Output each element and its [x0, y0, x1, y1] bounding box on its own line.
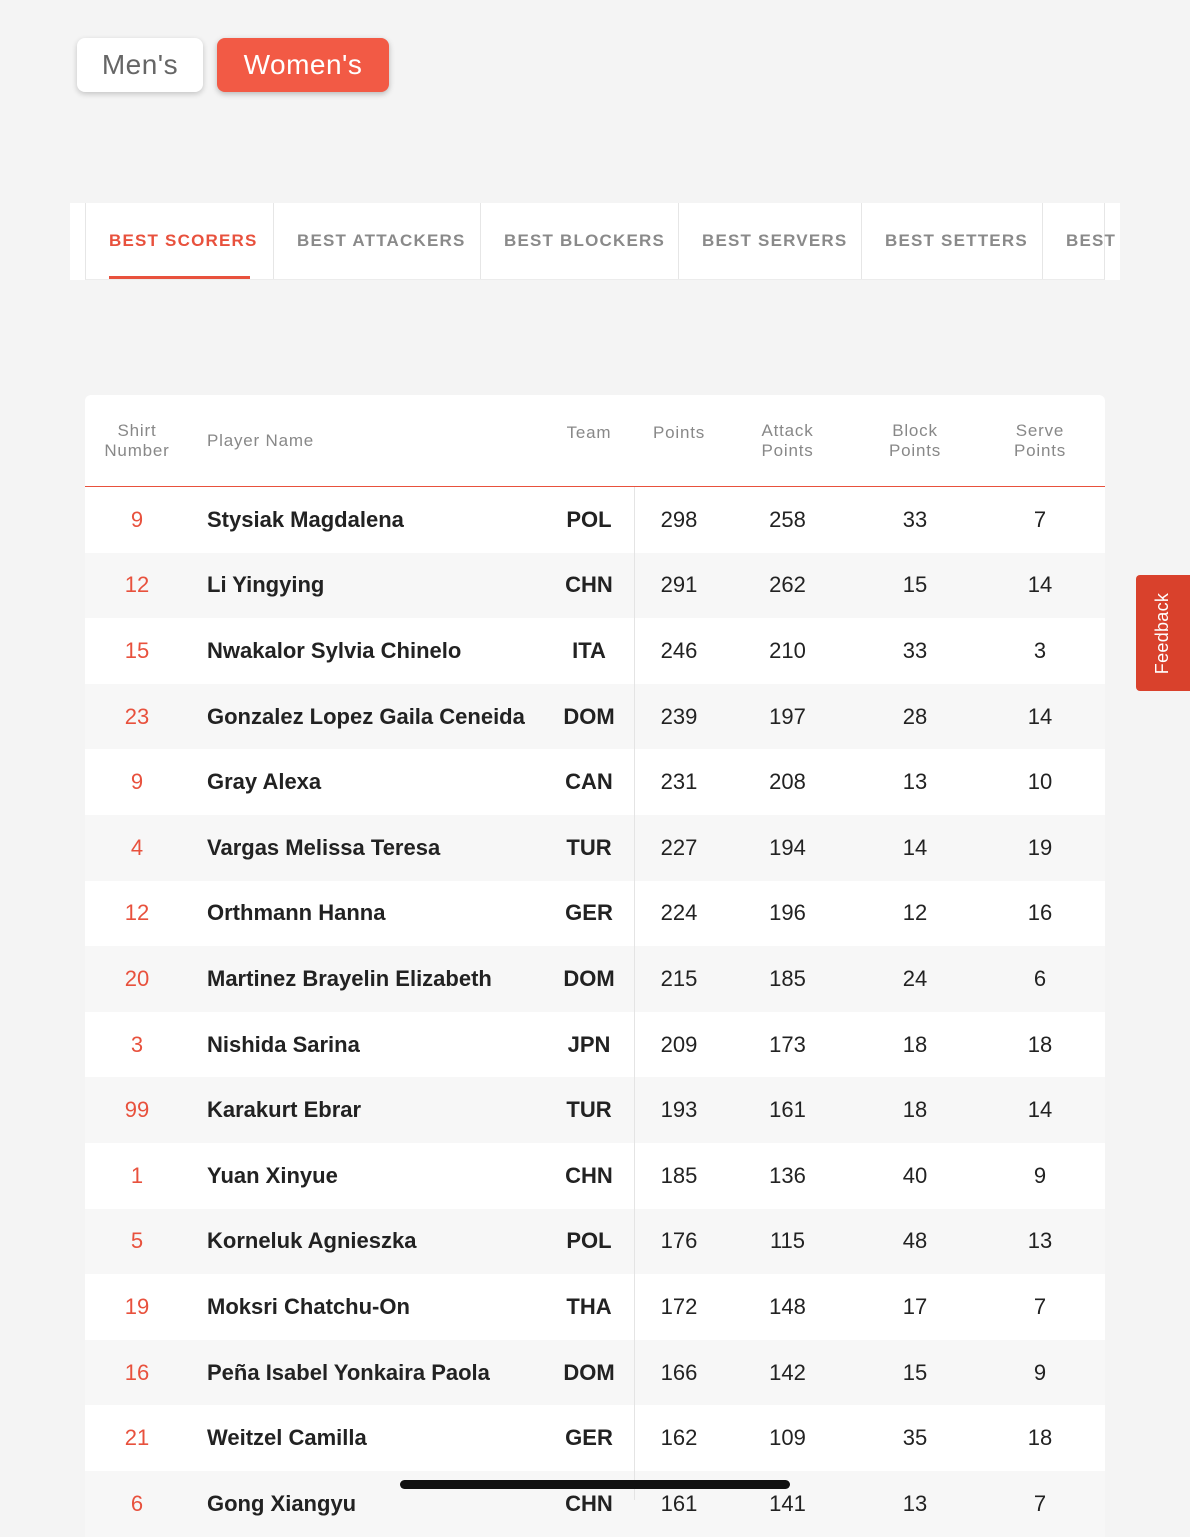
points-cell: 166 — [660, 1359, 698, 1385]
serve-points-cell: 7 — [1033, 1293, 1047, 1319]
attack-points-cell: 185 — [769, 965, 806, 991]
attack-points-cell: 210 — [769, 637, 806, 663]
points-cell: 162 — [660, 1425, 698, 1451]
player-name-cell: Karakurt Ebrar — [207, 1097, 362, 1123]
attack-points-cell: 161 — [769, 1097, 806, 1123]
tab-best-more[interactable]: BEST — [1066, 231, 1117, 250]
team-cell: TUR — [566, 834, 612, 860]
block-points-cell: 33 — [902, 637, 928, 663]
attack-points-cell: 148 — [769, 1293, 806, 1319]
attack-points-cell: 262 — [769, 572, 806, 598]
serve-points-cell: 18 — [1027, 1031, 1053, 1057]
serve-points-cell: 14 — [1027, 703, 1053, 729]
scorers-table — [85, 395, 1105, 1516]
stats-tabs — [85, 203, 1117, 280]
points-cell: 176 — [660, 1228, 698, 1254]
womens-button[interactable]: Women's — [217, 38, 389, 92]
table-row[interactable] — [85, 1340, 1105, 1406]
shirt-number-cell: 16 — [124, 1359, 150, 1385]
points-cell: 239 — [660, 703, 698, 729]
serve-points-cell: 14 — [1027, 572, 1053, 598]
serve-points-cell: 19 — [1027, 834, 1053, 860]
points-cell: 193 — [660, 1097, 698, 1123]
points-cell: 224 — [660, 900, 698, 926]
player-name-cell: Gonzalez Lopez Gaila Ceneida — [207, 703, 525, 729]
header-points[interactable]: Points — [652, 423, 706, 442]
block-points-cell: 35 — [902, 1425, 928, 1451]
table-row[interactable] — [85, 1209, 1105, 1275]
team-cell: POL — [566, 506, 612, 532]
player-name-cell: Weitzel Camilla — [207, 1425, 367, 1451]
player-name-cell: Vargas Melissa Teresa — [207, 834, 441, 860]
serve-points-cell: 9 — [1033, 1359, 1047, 1385]
serve-points-cell: 13 — [1027, 1228, 1053, 1254]
table-header — [85, 395, 1105, 487]
header-player-name[interactable]: Player Name — [207, 431, 315, 450]
serve-points-cell: 6 — [1033, 965, 1047, 991]
block-points-cell: 14 — [902, 834, 928, 860]
player-name-cell: Gong Xiangyu — [207, 1490, 357, 1516]
team-cell: TUR — [566, 1097, 612, 1123]
team-cell: DOM — [563, 1359, 615, 1385]
table-row[interactable] — [85, 1143, 1105, 1209]
player-name-cell: Moksri Chatchu-On — [207, 1293, 410, 1319]
header-team[interactable]: Team — [566, 423, 612, 442]
attack-points-cell: 194 — [769, 834, 806, 860]
shirt-number-cell: 9 — [130, 506, 144, 532]
points-cell: 209 — [660, 1031, 698, 1057]
block-points-cell: 15 — [902, 572, 928, 598]
attack-points-cell: 109 — [769, 1425, 806, 1451]
block-points-cell: 40 — [902, 1162, 928, 1188]
attack-points-cell: 115 — [769, 1228, 806, 1254]
team-cell: CAN — [565, 769, 613, 795]
player-name-cell: Martinez Brayelin Elizabeth — [207, 965, 492, 991]
table-row[interactable] — [85, 487, 1105, 553]
header-block-points[interactable]: Block Points — [888, 421, 942, 460]
gender-toggle — [77, 38, 389, 92]
serve-points-cell: 18 — [1027, 1425, 1053, 1451]
attack-points-cell: 136 — [769, 1162, 806, 1188]
team-cell: ITA — [572, 637, 606, 663]
block-points-cell: 13 — [902, 1490, 928, 1516]
tab-best-setters[interactable]: BEST SETTERS — [862, 203, 1043, 279]
mens-button[interactable]: Men's — [77, 38, 203, 92]
team-cell: DOM — [563, 965, 615, 991]
player-name-cell: Nishida Sarina — [207, 1031, 360, 1057]
shirt-number-cell: 19 — [124, 1293, 150, 1319]
block-points-cell: 48 — [902, 1228, 928, 1254]
attack-points-cell: 142 — [769, 1359, 806, 1385]
tab-best-attackers[interactable]: BEST ATTACKERS — [274, 203, 481, 279]
shirt-number-cell: 3 — [130, 1031, 144, 1057]
block-points-cell: 33 — [902, 506, 928, 532]
home-indicator — [400, 1480, 790, 1489]
points-cell: 231 — [660, 769, 698, 795]
team-cell: DOM — [563, 703, 615, 729]
points-cell: 185 — [660, 1162, 698, 1188]
points-cell: 227 — [660, 834, 698, 860]
stats-tabs-bar — [70, 203, 1120, 280]
shirt-number-cell: 23 — [124, 703, 150, 729]
table-row[interactable] — [85, 618, 1105, 684]
team-cell: CHN — [565, 572, 613, 598]
shirt-number-cell: 21 — [124, 1425, 150, 1451]
feedback-label: Feedback — [1152, 592, 1173, 674]
team-cell: THA — [566, 1293, 612, 1319]
points-cell: 172 — [660, 1293, 698, 1319]
team-cell: GER — [565, 900, 613, 926]
block-points-cell: 17 — [902, 1293, 928, 1319]
table-row[interactable] — [85, 553, 1105, 619]
serve-points-cell: 10 — [1027, 769, 1053, 795]
block-points-cell: 24 — [902, 965, 928, 991]
tab-best-scorers[interactable]: BEST SCORERS — [86, 203, 274, 279]
table-row[interactable] — [85, 815, 1105, 881]
table-row[interactable] — [85, 946, 1105, 1012]
player-name-cell: Gray Alexa — [207, 769, 322, 795]
shirt-number-cell: 12 — [124, 900, 150, 926]
serve-points-cell: 16 — [1027, 900, 1053, 926]
points-cell: 215 — [660, 965, 698, 991]
table-row[interactable] — [85, 1405, 1105, 1471]
team-cell: POL — [566, 1228, 612, 1254]
table-row[interactable] — [85, 1012, 1105, 1078]
serve-points-cell: 14 — [1027, 1097, 1053, 1123]
attack-points-cell: 196 — [769, 900, 806, 926]
table-row[interactable] — [85, 749, 1105, 815]
shirt-number-cell: 15 — [124, 637, 150, 663]
block-points-cell: 12 — [902, 900, 928, 926]
serve-points-cell: 7 — [1033, 1490, 1047, 1516]
serve-points-cell: 9 — [1033, 1162, 1047, 1188]
points-cell: 298 — [660, 506, 698, 532]
team-cell: JPN — [567, 1031, 611, 1057]
block-points-cell: 13 — [902, 769, 928, 795]
points-cell: 291 — [660, 572, 698, 598]
table-row[interactable] — [85, 1077, 1105, 1143]
shirt-number-cell: 6 — [130, 1490, 144, 1516]
shirt-number-cell: 5 — [130, 1228, 144, 1254]
serve-points-cell: 3 — [1033, 637, 1047, 663]
team-column-divider — [634, 487, 635, 1500]
shirt-number-cell: 1 — [130, 1162, 144, 1188]
block-points-cell: 28 — [902, 703, 928, 729]
header-serve-points[interactable]: Serve Points — [1013, 421, 1067, 460]
block-points-cell: 18 — [902, 1097, 928, 1123]
attack-points-cell: 197 — [769, 703, 806, 729]
feedback-button[interactable] — [1136, 575, 1190, 691]
tab-best-blockers[interactable]: BEST BLOCKERS — [481, 203, 679, 279]
attack-points-cell: 258 — [769, 506, 806, 532]
block-points-cell: 15 — [902, 1359, 928, 1385]
player-name-cell: Korneluk Agnieszka — [207, 1228, 417, 1254]
player-name-cell: Stysiak Magdalena — [207, 506, 404, 532]
table-row[interactable] — [85, 684, 1105, 750]
shirt-number-cell: 9 — [130, 769, 144, 795]
attack-points-cell: 208 — [769, 769, 806, 795]
player-name-cell: Nwakalor Sylvia Chinelo — [207, 637, 462, 663]
header-attack-points[interactable]: Attack Points — [761, 421, 814, 460]
points-cell: 161 — [660, 1490, 698, 1516]
player-name-cell: Li Yingying — [207, 572, 325, 598]
header-shirt-number[interactable]: Shirt Number — [104, 421, 170, 460]
shirt-number-cell: 99 — [124, 1097, 150, 1123]
attack-points-cell: 141 — [769, 1490, 806, 1516]
table-row[interactable] — [85, 881, 1105, 947]
block-points-cell: 18 — [902, 1031, 928, 1057]
attack-points-cell: 173 — [769, 1031, 806, 1057]
team-cell: CHN — [565, 1162, 613, 1188]
team-cell: GER — [565, 1425, 613, 1451]
serve-points-cell: 7 — [1033, 506, 1047, 532]
player-name-cell: Peña Isabel Yonkaira Paola — [207, 1359, 490, 1385]
player-name-cell: Yuan Xinyue — [207, 1162, 338, 1188]
shirt-number-cell: 12 — [124, 572, 150, 598]
team-cell: CHN — [565, 1490, 613, 1516]
player-name-cell: Orthmann Hanna — [207, 900, 386, 926]
tab-best-servers[interactable]: BEST SERVERS — [679, 203, 862, 279]
table-row[interactable] — [85, 1274, 1105, 1340]
shirt-number-cell: 20 — [124, 965, 150, 991]
points-cell: 246 — [660, 637, 698, 663]
shirt-number-cell: 4 — [130, 834, 144, 860]
table-body — [85, 487, 1105, 1537]
